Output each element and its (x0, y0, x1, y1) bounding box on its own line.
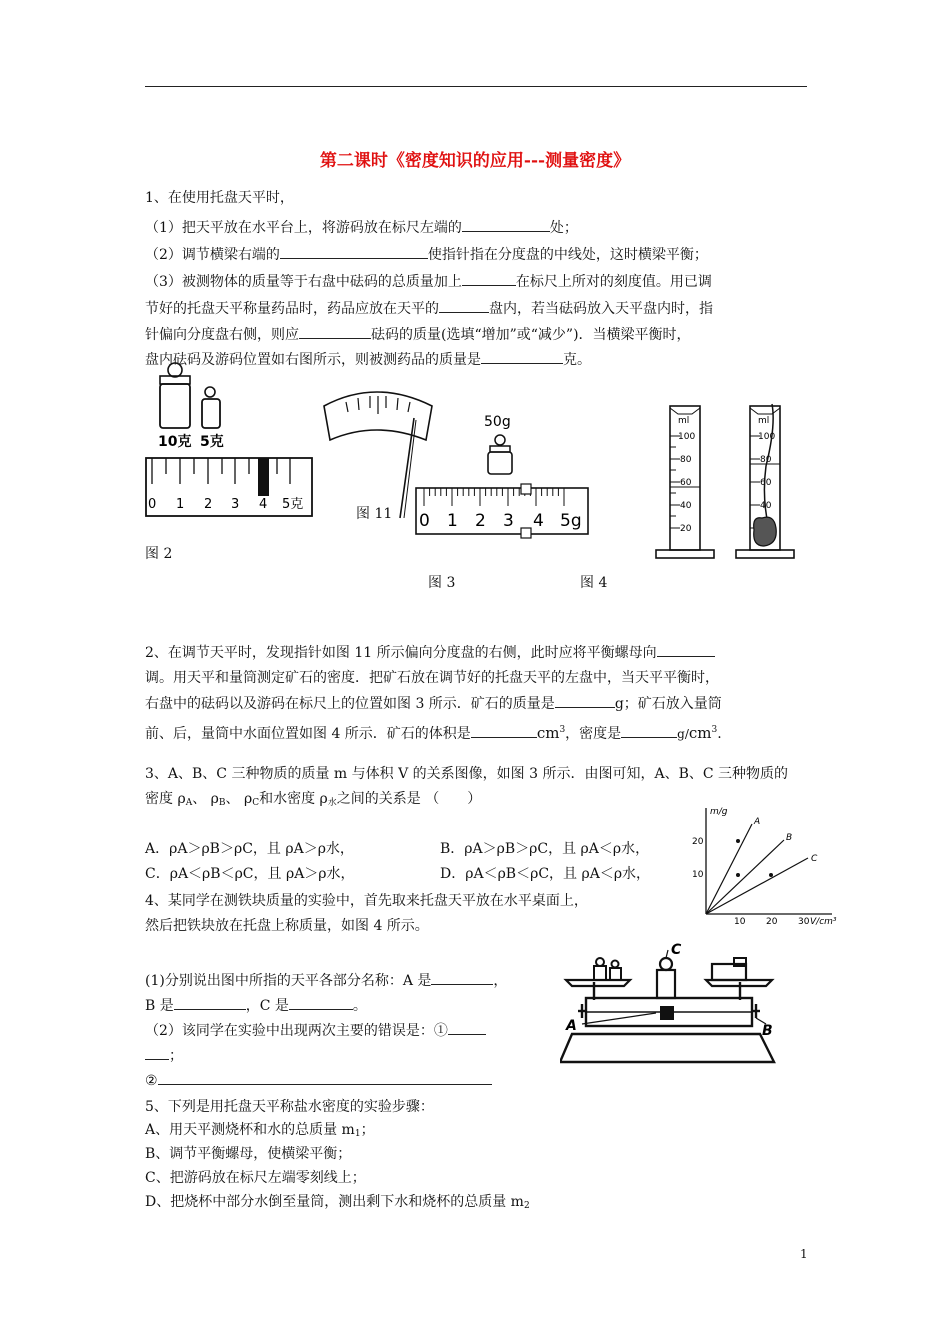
blank-q2-2[interactable] (555, 693, 615, 708)
blank-3[interactable] (462, 271, 516, 286)
blank-2[interactable] (280, 244, 428, 259)
q2-line1: 2、在调节天平时，发现指针如图 11 所示偏向分度盘的右侧，此时应将平衡螺母向 (145, 642, 715, 663)
q1-line2: （2）调节横梁右端的 使指针指在分度盘的中线处，这时横梁平衡； (145, 244, 708, 265)
fig2-tick: 5克 (282, 497, 304, 512)
figure-4 (648, 396, 798, 562)
balance-base (560, 1034, 774, 1062)
fig4-unit: ml (678, 416, 690, 426)
q2-line4: 前、后，量筒中水面位置如图 4 所示．矿石的体积是 $cm^3$，密度是 $g/cm^3$. (145, 724, 722, 742)
y-tick: 10 (692, 870, 704, 880)
q4-line2: 然后把铁块放在托盘上称质量，如图 4 所示。 (145, 918, 429, 934)
fig4-tick: 40 (680, 501, 692, 511)
fig4-tick: 100 (758, 432, 776, 442)
q3-line1: 3、A、B、C 三种物质的质量 m 与体积 V 的关系图像，如图 3 所示．由图可知，A、B、C 三种物质的 (145, 766, 789, 782)
cylinder-after (736, 404, 794, 558)
q3-line2: 密度 $\rho_A$、 $\rho_B$、 $\rho_C$和水密度 $\rho_水$之间的关系是 （ ） (145, 791, 482, 808)
x-tick: 20 (766, 917, 778, 927)
top-rule (145, 86, 807, 87)
fig2-label-w2: 5克 (200, 434, 224, 450)
cylinder-before (656, 406, 714, 558)
q1-line1: （1）把天平放在水平台上，将游码放在标尺左端的 处； (145, 217, 578, 238)
blank-q4-1[interactable] (448, 1020, 486, 1035)
fig3-weight-label: 50g (484, 414, 511, 430)
blank-q2-1[interactable] (657, 642, 715, 657)
blank-q4-b[interactable] (174, 995, 246, 1010)
mv-graph (680, 800, 840, 928)
q4-line6: ； (145, 1045, 183, 1066)
page-title: 第二课时《密度知识的应用---测量密度》 (319, 151, 631, 171)
q2-line2: 调。用天平和量筒测定矿石的密度．把矿石放在调节好的托盘天平的左盘中，当天平平衡时， (145, 670, 719, 686)
q4-line4: B 是 ，C 是 。 (145, 995, 367, 1016)
blank-q4-1-cont[interactable] (145, 1045, 169, 1060)
y-tick: 20 (692, 837, 704, 847)
q5-step-c: C、把游码放在标尺左端零刻线上； (145, 1170, 366, 1186)
pointer-scale (657, 970, 675, 998)
figure-2 (140, 362, 320, 522)
fig4-tick: 60 (680, 478, 692, 488)
fig2-tick: 4 (259, 497, 268, 512)
line-b-label: B (786, 833, 793, 843)
rider (660, 1006, 674, 1020)
q1-line5: 针偏向分度盘右侧，则应 砝码的质量(选填“增加”或“减少”)．当横梁平衡时， (145, 324, 691, 345)
blank-q2-3[interactable] (471, 723, 537, 738)
fig2-tick: 3 (231, 497, 240, 512)
q3-option-a[interactable]: A．ρA＞ρB＞ρC，且 ρA＞ρ水， (145, 841, 354, 857)
line-c-label: C (811, 854, 818, 864)
q3-option-d[interactable]: D．ρA＜ρB＜ρC，且 ρA＜ρ水， (440, 866, 651, 882)
line-a (706, 824, 752, 914)
q1-line6: 盘内砝码及游码位置如右图所示，则被测药品的质量是 克。 (145, 349, 591, 370)
figure-3 (410, 410, 596, 542)
q5-step-b: B、调节平衡螺母，使横梁平衡； (145, 1146, 352, 1162)
fig2-tick: 1 (176, 497, 185, 512)
q1-line4: 节好的托盘天平称量药品时，药品应放在天平的 盘内，若当砝码放入天平盘内时，指 (145, 298, 713, 319)
q3-option-c[interactable]: C．ρA＜ρB＜ρC，且 ρA＞ρ水， (145, 866, 355, 882)
fig4-tick: 80 (760, 455, 772, 465)
fig11-caption: 图 11 (356, 506, 393, 522)
blank-q4-a[interactable] (431, 970, 493, 985)
page-number: 1 (800, 1247, 808, 1261)
y-axis-label: m/g (710, 807, 728, 817)
blank-5[interactable] (299, 324, 371, 339)
q5-step-a: A、用天平测烧杯和水的总质量 $m_1$； (145, 1122, 375, 1139)
fig4-tick: 40 (760, 501, 772, 511)
q3-option-b[interactable]: B．ρA＞ρB＞ρC，且 ρA＜ρ水， (440, 841, 650, 857)
x-tick: 10 (734, 917, 746, 927)
weight-50g (488, 452, 512, 474)
q5-step-d: D、把烧杯中部分水倒至量筒，测出剩下水和烧杯的总质量 $m_2$ (145, 1194, 530, 1211)
fig4-tick: 80 (680, 455, 692, 465)
fig2-caption: 图 2 (145, 546, 173, 562)
fig3-rider-bottom (521, 528, 531, 538)
weight-10g (160, 384, 190, 428)
fig3-rider-top (521, 484, 531, 494)
blank-q2-4[interactable] (621, 723, 677, 738)
fig3-tick: 2 (475, 511, 486, 531)
blank-q4-c[interactable] (289, 995, 353, 1010)
balance-label-c: C (671, 942, 682, 958)
line-a-label: A (754, 817, 761, 827)
blank-4[interactable] (439, 298, 489, 313)
blank-q4-2[interactable] (158, 1070, 492, 1085)
q4-line1: 4、某同学在测铁块质量的实验中，首先取来托盘天平放在水平桌面上， (145, 893, 588, 909)
ore-stone (754, 517, 777, 546)
fig4-tick: 20 (680, 524, 692, 534)
x-axis-label: V/cm³ (810, 917, 837, 927)
blank-1[interactable] (462, 217, 550, 232)
q5-line1: 5、下列是用托盘天平称盐水密度的实验步骤： (145, 1099, 434, 1115)
balance-label-b: B (762, 1023, 773, 1039)
fig4-unit: ml (758, 416, 770, 426)
fig4-tick: 100 (678, 432, 696, 442)
q4-line7: ② (145, 1070, 492, 1091)
fig4-caption: 图 4 (580, 575, 608, 591)
fig3-tick: 1 (447, 511, 458, 531)
fig2-rider (258, 458, 269, 496)
weight-5g (202, 399, 220, 428)
fig4-tick: 60 (760, 478, 772, 488)
x-tick: 30 (798, 917, 810, 927)
fig2-tick: 0 (148, 497, 157, 512)
fig3-tick: 4 (533, 511, 544, 531)
blank-6[interactable] (481, 349, 563, 364)
q4-line5: （2）该同学在实验中出现两次主要的错误是：① (145, 1020, 486, 1041)
q4-line3: (1)分别说出图中所指的天平各部分名称：A 是 ， (145, 970, 507, 991)
fig3-caption: 图 3 (428, 575, 456, 591)
fig2-tick: 2 (204, 497, 213, 512)
fig3-tick: 5g (560, 511, 582, 531)
q1-stem: 1、在使用托盘天平时， (145, 190, 294, 206)
fig3-tick: 0 (419, 511, 430, 531)
fig2-label-w1: 10克 (158, 434, 192, 450)
q2-line3: 右盘中的砝码以及游码在标尺上的位置如图 3 所示．矿石的质量是 g；矿石放入量筒 (145, 693, 722, 714)
fig3-tick: 3 (503, 511, 514, 531)
q1-line3: （3）被测物体的质量等于右盘中砝码的总质量加上 在标尺上所对的刻度值。用已调 (145, 271, 712, 292)
balance-label-a: A (566, 1018, 577, 1034)
balance-figure (560, 942, 790, 1068)
